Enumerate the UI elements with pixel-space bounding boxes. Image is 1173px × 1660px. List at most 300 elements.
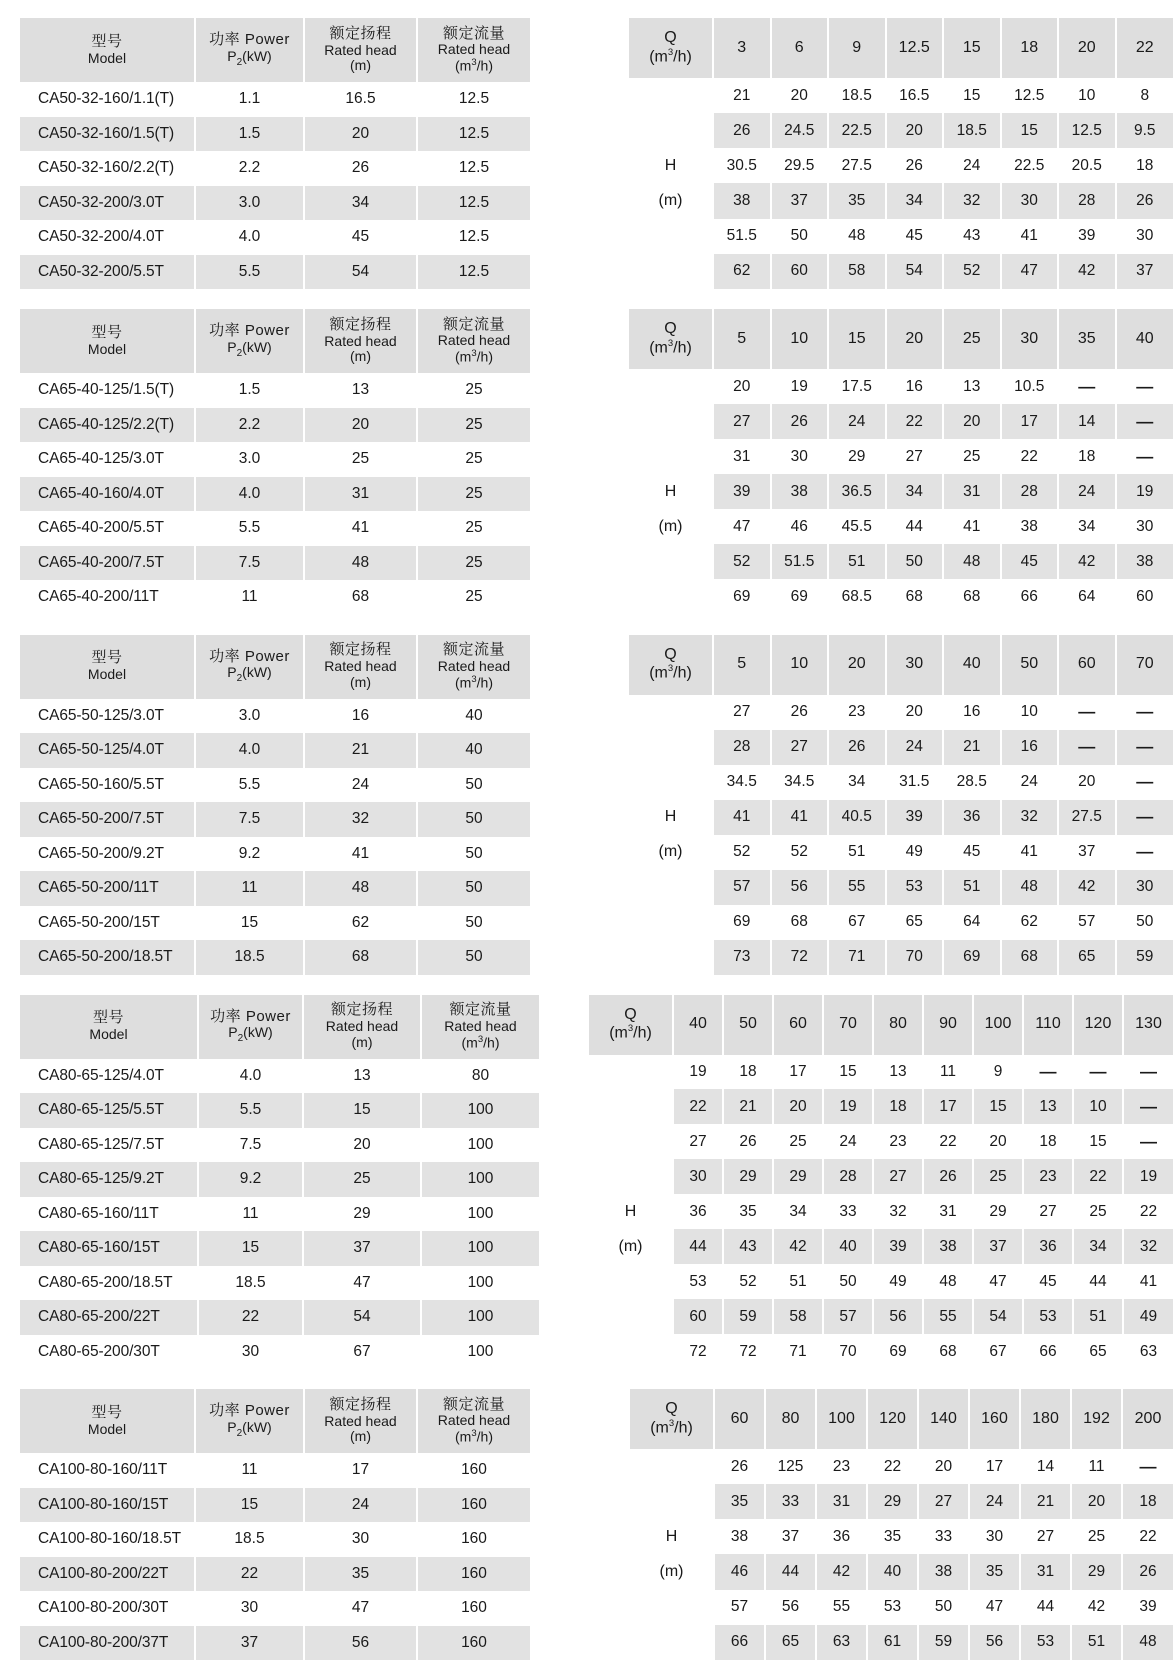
cell-head-value: 26 (828, 730, 886, 765)
cell-head-value: 68 (886, 579, 944, 614)
cell-head-value: 67 (973, 1334, 1023, 1369)
header-q-point: 160 (969, 1389, 1020, 1449)
cell-head-value: 31 (816, 1484, 867, 1519)
cell-head-value: 22 (867, 1449, 918, 1484)
cell-head-value: 59 (723, 1299, 773, 1334)
cell-power: 2.2 (195, 151, 304, 186)
cell-head-value: 22 (1122, 1519, 1173, 1554)
cell-power: 3.0 (195, 186, 304, 221)
cell-power: 9.2 (195, 837, 304, 872)
cell-rated-flow: 50 (417, 871, 530, 906)
cell-head-value: 17 (1001, 404, 1059, 439)
cell-head-value: 42 (1058, 544, 1116, 579)
cell-head-value: 38 (714, 1519, 765, 1554)
curve-row (589, 1055, 1173, 1090)
header-head-h (630, 1449, 714, 1484)
cell-head-value: 26 (723, 1124, 773, 1159)
header-head-h (630, 1625, 714, 1660)
cell-head-value: 49 (873, 1264, 923, 1299)
cell-head-value: 56 (873, 1299, 923, 1334)
cell-head-value: 32 (943, 183, 1001, 218)
cell-rated-head: 31 (304, 477, 417, 512)
cell-head-value: 30 (1116, 870, 1173, 905)
cell-rated-head: 13 (303, 1059, 421, 1094)
cell-head-value: 41 (713, 800, 771, 835)
table-row (20, 1266, 539, 1301)
cell-head-value: 19 (673, 1055, 723, 1090)
table-row (20, 186, 530, 221)
table-row (20, 1197, 539, 1232)
cell-head-value: 44 (765, 1554, 816, 1589)
cell-head-value: 17 (773, 1055, 823, 1090)
header-power: 功率 Power $P_2(kW)$ (195, 18, 304, 82)
cell-head-value: 23 (816, 1449, 867, 1484)
cell-head-value: 35 (828, 183, 886, 218)
cell-head-value: 37 (771, 183, 829, 218)
header-head-h (629, 439, 713, 474)
cell-head-value: 36 (943, 800, 1001, 835)
header-q-point: 5 (713, 635, 771, 695)
header-q-point: 40 (1116, 309, 1173, 369)
curve-row (589, 1334, 1173, 1369)
cell-head-value: 11 (923, 1055, 973, 1090)
cell-head-value: 36 (1023, 1229, 1073, 1264)
cell-head-value: 22 (1123, 1194, 1173, 1229)
cell-model: CA80-65-125/4.0T (20, 1059, 198, 1094)
table-row (20, 1522, 530, 1557)
cell-rated-head: 68 (304, 940, 417, 975)
cell-rated-flow: 25 (417, 373, 530, 408)
header-head-h (629, 369, 713, 404)
cell-power: 11 (198, 1197, 303, 1232)
cell-head-value: — (1116, 800, 1173, 835)
cell-head-value: 22 (673, 1089, 723, 1124)
table-row (20, 117, 530, 152)
cell-head-value: 48 (923, 1264, 973, 1299)
cell-rated-head: 17 (304, 1453, 417, 1488)
cell-head-value: 31 (943, 474, 1001, 509)
header-q-point: 80 (873, 995, 923, 1055)
cell-head-value: 30 (1001, 183, 1059, 218)
curve-row (630, 1590, 1173, 1625)
cell-head-value: 53 (867, 1590, 918, 1625)
table-row (20, 255, 530, 290)
table-row (20, 1300, 539, 1335)
header-q-point: 22 (1116, 18, 1173, 78)
cell-model: CA65-40-200/11T (20, 580, 195, 615)
cell-head-value: 37 (765, 1519, 816, 1554)
table-header-row (20, 635, 530, 699)
cell-head-value: 34.5 (713, 765, 771, 800)
cell-head-value: 60 (1116, 579, 1173, 614)
header-q-point: 25 (943, 309, 1001, 369)
cell-head-value: 34 (886, 183, 944, 218)
cell-head-value: 38 (923, 1229, 973, 1264)
cell-head-value: 57 (713, 870, 771, 905)
curve-row (629, 439, 1173, 474)
header-model: 型号 Model (20, 635, 195, 699)
cell-power: 5.5 (195, 255, 304, 290)
cell-head-value: 8 (1116, 78, 1173, 113)
cell-head-value: 38 (713, 183, 771, 218)
header-head-h: (m) (629, 509, 713, 544)
curve-row (629, 730, 1173, 765)
cell-rated-flow: 12.5 (417, 117, 530, 152)
cell-head-value: 30 (1116, 219, 1173, 254)
cell-head-value: 65 (886, 905, 944, 940)
cell-rated-head: 32 (304, 802, 417, 837)
cell-head-value: 36 (673, 1194, 723, 1229)
cell-rated-head: 35 (304, 1557, 417, 1592)
cell-head-value: 30 (771, 439, 829, 474)
cell-rated-flow: 50 (417, 768, 530, 803)
cell-head-value: 48 (1122, 1625, 1173, 1660)
cell-head-value: 35 (969, 1554, 1020, 1589)
cell-head-value: 21 (723, 1089, 773, 1124)
cell-head-value: 30 (1116, 509, 1173, 544)
table-row (20, 1557, 530, 1592)
curve-row (629, 78, 1173, 113)
cell-head-value: 38 (1116, 544, 1173, 579)
cell-head-value: 20 (886, 695, 944, 730)
cell-head-value: 25 (973, 1159, 1023, 1194)
cell-power: 18.5 (198, 1266, 303, 1301)
spec-table-ca100-80 (0, 1389, 1173, 1660)
header-head-h: H (629, 474, 713, 509)
cell-head-value: 10 (1073, 1089, 1123, 1124)
cell-head-value: 47 (713, 509, 771, 544)
cell-head-value: 50 (823, 1264, 873, 1299)
cell-head-value: 56 (771, 870, 829, 905)
curve-row (629, 509, 1173, 544)
header-head-h: (m) (629, 835, 713, 870)
header-head-h (629, 765, 713, 800)
cell-power: 7.5 (198, 1128, 303, 1163)
cell-head-value: 25 (1073, 1194, 1123, 1229)
header-q-point: 3 (713, 18, 771, 78)
cell-head-value: 71 (828, 940, 886, 975)
cell-head-value: 26 (714, 1449, 765, 1484)
cell-rated-head: 47 (304, 1591, 417, 1626)
curve-header-row (629, 635, 1173, 695)
cell-head-value: 16 (886, 369, 944, 404)
cell-head-value: 29 (828, 439, 886, 474)
header-head-h (629, 219, 713, 254)
cell-head-value: 46 (771, 509, 829, 544)
cell-head-value: 52 (713, 544, 771, 579)
curve-row (589, 1159, 1173, 1194)
header-flow-rate-q: Q $(m^3/h)$ (629, 309, 713, 369)
cell-head-value: 69 (873, 1334, 923, 1369)
cell-head-value: 36 (816, 1519, 867, 1554)
cell-head-value: 19 (1116, 474, 1173, 509)
cell-head-value: 45 (943, 835, 1001, 870)
curve-block-ca50-32 (629, 18, 1173, 289)
cell-head-value: 38 (771, 474, 829, 509)
header-q-point: 60 (714, 1389, 765, 1449)
cell-head-value: 34 (828, 765, 886, 800)
cell-head-value: 51.5 (771, 544, 829, 579)
cell-model: CA50-32-200/4.0T (20, 220, 195, 255)
cell-head-value: 39 (713, 474, 771, 509)
header-flow-rate-q: Q $(m^3/h)$ (629, 18, 713, 78)
cell-head-value: 65 (1058, 940, 1116, 975)
header-head-h (589, 1124, 673, 1159)
cell-power: 11 (195, 580, 304, 615)
table-row (20, 1488, 530, 1523)
cell-rated-flow: 25 (417, 442, 530, 477)
cell-head-value: 68.5 (828, 579, 886, 614)
cell-model: CA50-32-200/5.5T (20, 255, 195, 290)
cell-rated-flow: 50 (417, 837, 530, 872)
cell-head-value: 43 (943, 219, 1001, 254)
cell-rated-flow: 25 (417, 408, 530, 443)
cell-head-value: 50 (886, 544, 944, 579)
cell-head-value: 66 (1001, 579, 1059, 614)
cell-head-value: 68 (943, 579, 1001, 614)
cell-head-value: 23 (828, 695, 886, 730)
cell-head-value: 69 (943, 940, 1001, 975)
cell-head-value: 37 (973, 1229, 1023, 1264)
curve-row (629, 113, 1173, 148)
table-row (20, 1626, 530, 1660)
cell-model: CA80-65-200/22T (20, 1300, 198, 1335)
cell-head-value: 23 (873, 1124, 923, 1159)
cell-rated-head: 30 (304, 1522, 417, 1557)
header-q-point: 200 (1122, 1389, 1173, 1449)
cell-head-value: 41 (943, 509, 1001, 544)
cell-head-value: 57 (1058, 905, 1116, 940)
curve-row (629, 183, 1173, 218)
table-row (20, 373, 530, 408)
cell-rated-head: 24 (304, 1488, 417, 1523)
table-row (20, 1591, 530, 1626)
cell-power: 3.0 (195, 442, 304, 477)
header-head-h (589, 1159, 673, 1194)
cell-power: 11 (195, 1453, 304, 1488)
cell-head-value: 13 (1023, 1089, 1073, 1124)
cell-head-value: 47 (969, 1590, 1020, 1625)
cell-head-value: 34.5 (771, 765, 829, 800)
cell-head-value: 18 (1116, 148, 1173, 183)
cell-head-value: 55 (828, 870, 886, 905)
cell-head-value: 24 (943, 148, 1001, 183)
cell-head-value: 13 (943, 369, 1001, 404)
header-flow-rate-q: Q $(m^3/h)$ (589, 995, 673, 1055)
cell-head-value: 40 (823, 1229, 873, 1264)
header-head-h: (m) (630, 1554, 714, 1589)
cell-head-value: 55 (816, 1590, 867, 1625)
curve-row (629, 404, 1173, 439)
cell-head-value: 24 (1001, 765, 1059, 800)
cell-head-value: 42 (816, 1554, 867, 1589)
cell-rated-head: 41 (304, 511, 417, 546)
cell-head-value: 25 (773, 1124, 823, 1159)
cell-rated-head: 24 (304, 768, 417, 803)
curve-row (589, 1229, 1173, 1264)
performance-curve-table-ca50-32 (629, 18, 1173, 289)
cell-head-value: 41 (1001, 835, 1059, 870)
cell-power: 7.5 (195, 802, 304, 837)
cell-head-value: 63 (1123, 1334, 1173, 1369)
cell-rated-head: 45 (304, 220, 417, 255)
cell-head-value: 29 (773, 1159, 823, 1194)
header-q-point: 120 (1073, 995, 1123, 1055)
cell-head-value: 44 (886, 509, 944, 544)
cell-head-value: 28 (1001, 474, 1059, 509)
header-head-h: (m) (589, 1229, 673, 1264)
cell-head-value: 30 (969, 1519, 1020, 1554)
header-head-h (630, 1484, 714, 1519)
cell-model: CA65-40-200/7.5T (20, 546, 195, 581)
cell-head-value: 53 (673, 1264, 723, 1299)
cell-head-value: 10.5 (1001, 369, 1059, 404)
header-q-point: 35 (1058, 309, 1116, 369)
header-q-point: 130 (1123, 995, 1173, 1055)
curve-row (629, 800, 1173, 835)
cell-power: 22 (195, 1557, 304, 1592)
header-rated-flow: 额定流量 Rated head $(m^3/h)$ (417, 635, 530, 699)
header-head-h: H (589, 1194, 673, 1229)
cell-head-value: 17 (969, 1449, 1020, 1484)
cell-head-value: 64 (1058, 579, 1116, 614)
cell-rated-head: 25 (304, 442, 417, 477)
cell-head-value: 35 (723, 1194, 773, 1229)
cell-head-value: 70 (886, 940, 944, 975)
cell-head-value: 28 (713, 730, 771, 765)
table-row (20, 1162, 539, 1197)
header-q-point: 50 (1001, 635, 1059, 695)
cell-head-value: 50 (771, 219, 829, 254)
table-row (20, 82, 530, 117)
cell-head-value: 9 (973, 1055, 1023, 1090)
cell-model: CA100-80-200/30T (20, 1591, 195, 1626)
cell-head-value: 51 (828, 544, 886, 579)
curve-row (589, 1264, 1173, 1299)
table-header-row (20, 995, 539, 1059)
header-head-h (629, 254, 713, 289)
cell-rated-flow: 12.5 (417, 220, 530, 255)
cell-head-value: 23 (1023, 1159, 1073, 1194)
cell-head-value: 58 (773, 1299, 823, 1334)
header-q-point: 15 (943, 18, 1001, 78)
cell-head-value: 39 (886, 800, 944, 835)
cell-head-value: 39 (1122, 1590, 1173, 1625)
cell-model: CA50-32-200/3.0T (20, 186, 195, 221)
curve-header-row (589, 995, 1173, 1055)
cell-head-value: 15 (1073, 1124, 1123, 1159)
header-q-point: 70 (1116, 635, 1173, 695)
spec-table-ca50-32 (0, 18, 1173, 289)
header-head-h (629, 695, 713, 730)
table-row (20, 408, 530, 443)
cell-head-value: 72 (723, 1334, 773, 1369)
cell-head-value: 48 (943, 544, 1001, 579)
cell-head-value: 15 (943, 78, 1001, 113)
curve-row (630, 1449, 1173, 1484)
curve-row (629, 254, 1173, 289)
cell-head-value: 67 (828, 905, 886, 940)
header-q-point: 120 (867, 1389, 918, 1449)
header-q-point: 40 (673, 995, 723, 1055)
cell-head-value: 34 (773, 1194, 823, 1229)
cell-head-value: — (1116, 439, 1173, 474)
header-head-h (589, 1334, 673, 1369)
cell-power: 4.0 (195, 733, 304, 768)
header-q-point: 140 (918, 1389, 969, 1449)
cell-rated-flow: 160 (417, 1522, 530, 1557)
cell-head-value: 52 (771, 835, 829, 870)
cell-head-value: — (1073, 1055, 1123, 1090)
header-q-point: 40 (943, 635, 1001, 695)
header-head-h (629, 579, 713, 614)
header-q-point: 100 (816, 1389, 867, 1449)
cell-rated-flow: 160 (417, 1557, 530, 1592)
table-row (20, 442, 530, 477)
cell-rated-head: 47 (303, 1266, 421, 1301)
cell-power: 15 (198, 1231, 303, 1266)
header-rated-head: 额定扬程 Rated head (m) (304, 635, 417, 699)
cell-rated-flow: 40 (417, 733, 530, 768)
header-q-point: 12.5 (886, 18, 944, 78)
curve-block-ca65-40 (629, 309, 1173, 615)
cell-head-value: 20 (943, 404, 1001, 439)
cell-model: CA65-50-200/7.5T (20, 802, 195, 837)
cell-power: 4.0 (198, 1059, 303, 1094)
cell-head-value: 12.5 (1058, 113, 1116, 148)
header-head-h (629, 905, 713, 940)
cell-rated-flow: 100 (421, 1266, 539, 1301)
cell-model: CA65-50-200/18.5T (20, 940, 195, 975)
header-head-h (629, 544, 713, 579)
cell-rated-flow: 160 (417, 1453, 530, 1488)
cell-head-value: 15 (823, 1055, 873, 1090)
cell-rated-head: 16.5 (304, 82, 417, 117)
cell-head-value: 46 (714, 1554, 765, 1589)
model-spec-table-ca65-50 (20, 635, 530, 975)
table-row (20, 1335, 539, 1370)
cell-power: 1.1 (195, 82, 304, 117)
cell-rated-head: 48 (304, 871, 417, 906)
header-q-point: 50 (723, 995, 773, 1055)
cell-rated-flow: 25 (417, 477, 530, 512)
cell-head-value: 33 (765, 1484, 816, 1519)
table-row (20, 151, 530, 186)
curve-row (589, 1299, 1173, 1334)
cell-head-value: 20 (918, 1449, 969, 1484)
cell-head-value: 65 (765, 1625, 816, 1660)
cell-head-value: 20 (886, 113, 944, 148)
cell-head-value: 31 (923, 1194, 973, 1229)
cell-head-value: 34 (1073, 1229, 1123, 1264)
cell-head-value: 50 (918, 1590, 969, 1625)
curve-row (630, 1554, 1173, 1589)
cell-head-value: 11 (1071, 1449, 1122, 1484)
curve-row (629, 474, 1173, 509)
cell-model: CA80-65-160/15T (20, 1231, 198, 1266)
model-spec-table-ca65-40 (20, 309, 530, 615)
model-spec-table-ca100-80 (20, 1389, 530, 1660)
header-head-h (629, 870, 713, 905)
cell-power: 7.5 (195, 546, 304, 581)
cell-head-value: 43 (723, 1229, 773, 1264)
performance-curve-table-ca65-40 (629, 309, 1173, 615)
cell-power: 4.0 (195, 220, 304, 255)
cell-head-value: 28.5 (943, 765, 1001, 800)
header-rated-flow: 额定流量 Rated head $(m^3/h)$ (417, 1389, 530, 1453)
cell-rated-head: 13 (304, 373, 417, 408)
cell-head-value: — (1116, 404, 1173, 439)
